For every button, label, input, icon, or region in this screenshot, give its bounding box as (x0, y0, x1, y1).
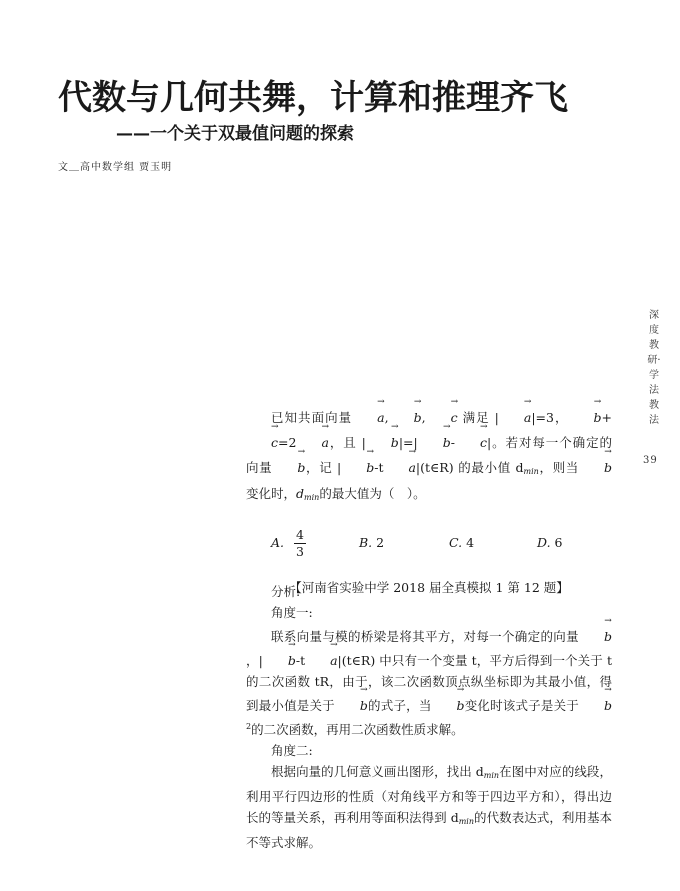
text-segment: 的最大值为（ ）。 (319, 486, 426, 501)
fraction-denominator: 3 (296, 543, 304, 559)
angle-one-label: 角度一: (271, 605, 313, 620)
article-title: 代数与几何共舞，计算和推理齐飞 (58, 78, 568, 118)
problem-source: 【河南省实验中学 2018 届全真模拟 1 第 12 题】 (289, 580, 569, 595)
subscript-min: min (304, 493, 320, 502)
vector-c: → c (455, 429, 487, 454)
option-d (537, 532, 563, 554)
vector-b: → b (432, 692, 465, 716)
subscript-min: min (523, 467, 539, 476)
vector-a: → a (296, 429, 328, 454)
subscript-min: min (483, 771, 500, 781)
text-segment: =2 (278, 435, 297, 450)
text-segment: ，且 | (328, 435, 366, 450)
text-segment: 已知共面向量 (271, 410, 353, 425)
author-byline: 文＿高中数学组 贾玉明 (58, 162, 173, 173)
text-segment: |=3， (531, 410, 569, 425)
text-segment: 在图中对应的线段，利用平行四边形的性质（对角线平方和等于四边平方和），得出边长的等量关系，再利用等面积法得到 d (246, 764, 612, 826)
problem-block (246, 404, 612, 599)
vector-b: → b (366, 429, 399, 454)
option-label: B. (359, 535, 373, 550)
vector-a: → a (352, 404, 384, 429)
vector-b: → b (335, 692, 368, 716)
option-value: 2 (376, 535, 385, 550)
text-segment: (t∈R) 的最小值 d (420, 460, 524, 475)
analysis-heading: 分析: (271, 584, 301, 599)
text-segment: 根据向量的几何意义画出图形，找出 d (271, 764, 484, 780)
text-segment: 满足 | (462, 410, 499, 425)
fraction (294, 527, 306, 560)
option-value: 4 (466, 535, 475, 550)
vector-b: → b (341, 454, 374, 479)
vector-b: → b (569, 404, 602, 429)
option-label: D. (537, 535, 551, 550)
text-segment: ，记 | (305, 460, 342, 475)
option-c (449, 532, 537, 554)
article-subtitle: ——一个关于双最值问题的探索 (116, 124, 354, 144)
problem-statement: 已知共面向量→ a,→ b,→ c 满足 |→ a|=3，→ b+→ c=2→ a，且 |→ b|=|→ b-→ c|。若对每一个确定的向量→ b，记 |→ b-t→ a|(t∈R) 的最小值 $d_{min}$，则当→ b变化时，$d_{min}$的最大值为（ ）。 (246, 404, 612, 509)
vector-b: → b (579, 623, 612, 647)
vector-b: → b (579, 454, 612, 479)
analysis-block (246, 581, 612, 853)
angle-two-text (246, 761, 612, 853)
text-segment: ，| (246, 653, 263, 668)
text-segment: ，则当 (538, 460, 579, 475)
vector-a: → a (383, 454, 415, 479)
option-a (246, 527, 359, 560)
text-segment: 变化时， (246, 486, 297, 501)
option-b (359, 532, 449, 554)
vector-c: → c (246, 429, 278, 454)
text-segment: 的二次函数，再用二次函数性质求解。 (251, 722, 464, 738)
option-value: 6 (554, 535, 563, 550)
text-segment: (t∈R) 中只有一个变量 t，平方后得到一个关于 t 的二次函数 tR，由于，该二次函数顶点纵坐标即为其最小值，得到最小值是关于 (246, 653, 612, 713)
text-segment: |。若对每一个确定的向量 (246, 435, 613, 475)
vector-b: → b (389, 404, 422, 429)
text-segment: 变化时该式子是关于 (464, 698, 579, 713)
fraction-numerator: 4 (296, 526, 304, 542)
vector-c: → c (426, 404, 458, 429)
angle-two-label: 角度二: (271, 743, 313, 759)
vector-a: → a (305, 647, 337, 671)
vector-b: → b (272, 454, 305, 479)
page-number: 39 (643, 455, 658, 466)
angle-one-text: 联系向量与模的桥梁是将其平方，对每一个确定的向量→ b，|→ b-t→ a|(t∈R) 中只有一个变量 t，平方后得到一个关于 t 的二次函数 tR，由于，该二次函数顶点纵坐标即为其最小值，得到最小值是关于→ b的式子，当→ b变化时该式子是关于→ $b^2$的二次函数，再用二次函数性质求解。 (246, 623, 612, 740)
text-segment: |=| (398, 435, 418, 450)
subscript-min: min (458, 817, 475, 827)
option-label: A. (271, 534, 285, 550)
text-segment: 联系向量与模的桥梁是将其平方，对每一个确定的向量 (271, 629, 579, 644)
column-label: 深度教研·学法教法 (647, 310, 661, 426)
text-segment: 的代数表达式，利用基本不等式求解。 (246, 810, 612, 851)
vector-b: → b (418, 429, 451, 454)
option-label: C. (449, 535, 463, 550)
vector-a: → a (499, 404, 531, 429)
text-segment: 的式子，当 (367, 698, 432, 713)
vector-b: → b (263, 647, 296, 671)
answer-options (246, 523, 612, 563)
vector-b: → b (579, 692, 612, 716)
